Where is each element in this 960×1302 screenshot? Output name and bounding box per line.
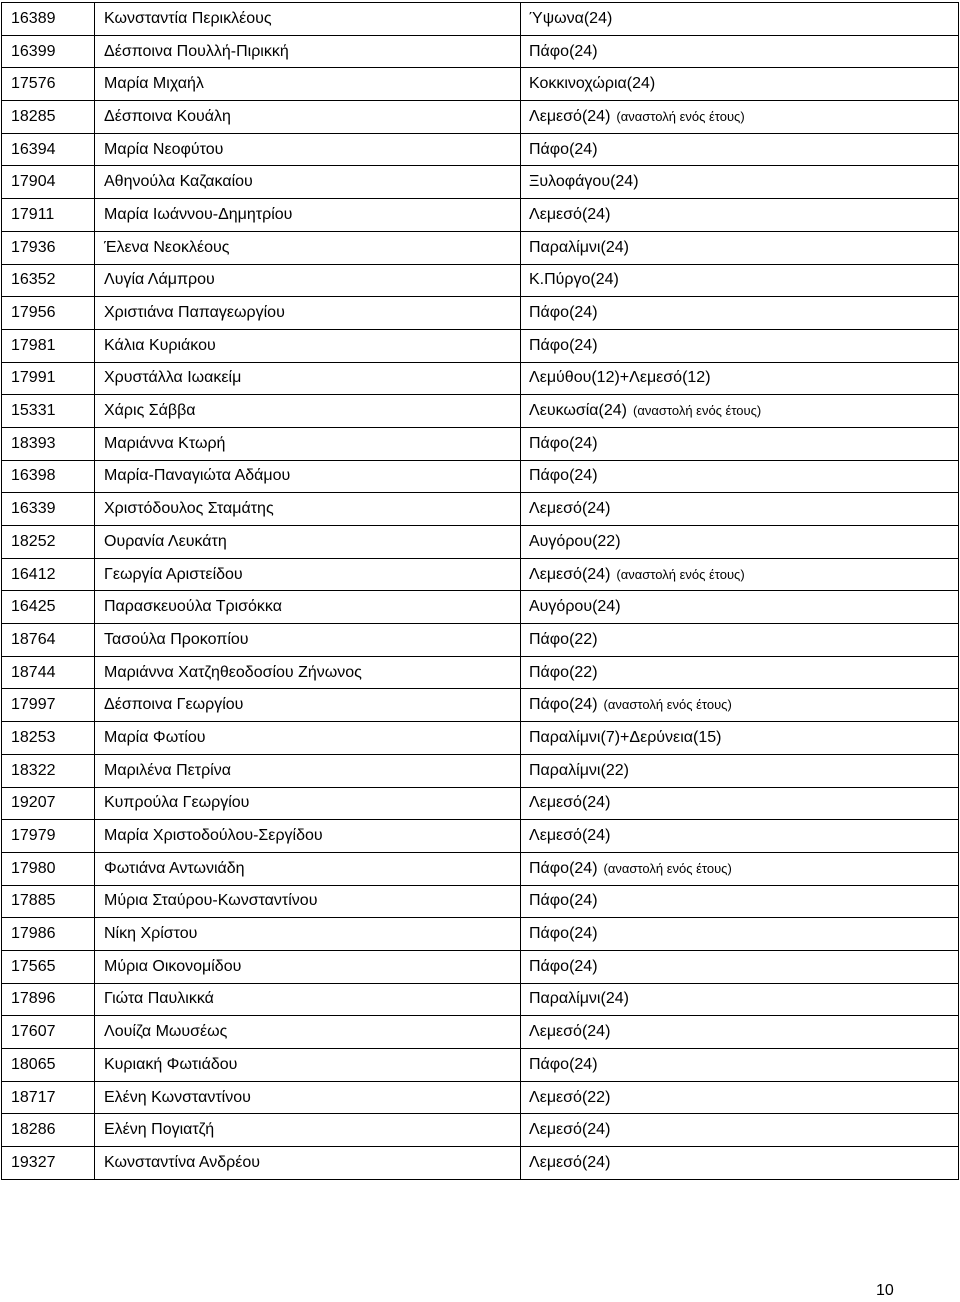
teacher-name-cell: Τασούλα Προκοπίου xyxy=(95,624,521,657)
teacher-name-cell: Κωνσταντία Περικλέους xyxy=(95,3,521,36)
placement-cell xyxy=(521,918,959,951)
registration-number-cell: 17896 xyxy=(2,983,95,1016)
placement-cell xyxy=(521,101,959,134)
teacher-name-cell: Ελένη Πογιατζή xyxy=(95,1114,521,1147)
placement-location: Παραλίμνι(24) xyxy=(529,990,629,1008)
registration-number-cell: 16352 xyxy=(2,264,95,297)
registration-number-cell: 18744 xyxy=(2,656,95,689)
placement-cell xyxy=(521,624,959,657)
placement-cell xyxy=(521,493,959,526)
teacher-name-cell: Δέσποινα Γεωργίου xyxy=(95,689,521,722)
teacher-name-cell: Κάλια Κυριάκου xyxy=(95,329,521,362)
placement-cell xyxy=(521,199,959,232)
placement-cell xyxy=(521,591,959,624)
placement-cell xyxy=(521,558,959,591)
registration-number-cell: 18065 xyxy=(2,1049,95,1082)
placement-location: Πάφο(24) xyxy=(529,42,598,60)
placement-location: Λεμεσό(24) xyxy=(529,500,611,518)
table-row xyxy=(2,689,959,722)
placement-cell xyxy=(521,1081,959,1114)
placement-location: Πάφο(24) xyxy=(529,304,598,322)
registration-number-cell: 17997 xyxy=(2,689,95,722)
teacher-name-cell: Γιώτα Παυλικκά xyxy=(95,983,521,1016)
registration-number-cell: 16425 xyxy=(2,591,95,624)
registration-number-cell: 17904 xyxy=(2,166,95,199)
table-row xyxy=(2,460,959,493)
table-row xyxy=(2,166,959,199)
suspension-note: (αναστολή ενός έτους) xyxy=(616,566,745,582)
registration-number-cell: 16412 xyxy=(2,558,95,591)
teacher-name-cell: Μαριάννα Κτωρή xyxy=(95,427,521,460)
table-row xyxy=(2,983,959,1016)
teacher-name-cell: Κυριακή Φωτιάδου xyxy=(95,1049,521,1082)
placement-location: Αυγόρου(22) xyxy=(529,532,621,550)
placement-location: Πάφο(24) xyxy=(529,925,598,943)
table-row xyxy=(2,852,959,885)
placement-location: Παραλίμνι(22) xyxy=(529,761,629,779)
table-row xyxy=(2,395,959,428)
teacher-name-cell: Έλενα Νεοκλέους xyxy=(95,231,521,264)
page-number: 10 xyxy=(876,1282,894,1299)
teacher-name-cell: Λουίζα Μωυσέως xyxy=(95,1016,521,1049)
teacher-name-cell: Μαρία Ιωάννου-Δημητρίου xyxy=(95,199,521,232)
registration-number-cell: 17980 xyxy=(2,852,95,885)
placement-cell xyxy=(521,722,959,755)
placement-location: Ξυλοφάγου(24) xyxy=(529,173,639,191)
placement-cell xyxy=(521,1114,959,1147)
registration-number-cell: 18393 xyxy=(2,427,95,460)
table-row xyxy=(2,427,959,460)
teacher-name-cell: Μαριλένα Πετρίνα xyxy=(95,754,521,787)
registration-number-cell: 17607 xyxy=(2,1016,95,1049)
table-row xyxy=(2,133,959,166)
registration-number-cell: 17911 xyxy=(2,199,95,232)
registration-number-cell: 19327 xyxy=(2,1147,95,1180)
placement-cell xyxy=(521,656,959,689)
placement-location: Πάφο(24) xyxy=(529,1055,598,1073)
placement-location: Πάφο(24) xyxy=(529,140,598,158)
registration-number-cell: 16389 xyxy=(2,3,95,36)
table-row xyxy=(2,3,959,36)
registration-number-cell: 18286 xyxy=(2,1114,95,1147)
registration-number-cell: 19207 xyxy=(2,787,95,820)
placement-cell xyxy=(521,329,959,362)
placement-cell xyxy=(521,526,959,559)
table-row xyxy=(2,754,959,787)
registration-number-cell: 17986 xyxy=(2,918,95,951)
teacher-name-cell: Χάρις Σάββα xyxy=(95,395,521,428)
placement-cell xyxy=(521,427,959,460)
placement-cell xyxy=(521,950,959,983)
table-row xyxy=(2,1114,959,1147)
placement-location: Λεμεσό(24) xyxy=(529,205,611,223)
placement-location: Κ.Πύργο(24) xyxy=(529,271,619,289)
table-row xyxy=(2,918,959,951)
teacher-name-cell: Γεωργία Αριστείδου xyxy=(95,558,521,591)
table-row xyxy=(2,1081,959,1114)
placement-location: Λεμύθου(12)+Λεμεσό(12) xyxy=(529,369,711,387)
registration-number-cell: 16399 xyxy=(2,35,95,68)
teacher-name-cell: Αθηνούλα Καζακαίου xyxy=(95,166,521,199)
table-row xyxy=(2,656,959,689)
suspension-note: (αναστολή ενός έτους) xyxy=(603,697,732,713)
placement-location: Πάφο(24) xyxy=(529,696,598,714)
table-row xyxy=(2,493,959,526)
teacher-name-cell: Μαρία Νεοφύτου xyxy=(95,133,521,166)
registration-number-cell: 18764 xyxy=(2,624,95,657)
table-row xyxy=(2,35,959,68)
teacher-name-cell: Ελένη Κωνσταντίνου xyxy=(95,1081,521,1114)
placement-location: Πάφο(24) xyxy=(529,434,598,452)
registration-number-cell: 17565 xyxy=(2,950,95,983)
placement-location: Λεμεσό(22) xyxy=(529,1088,611,1106)
placement-cell xyxy=(521,264,959,297)
suspension-note: (αναστολή ενός έτους) xyxy=(603,860,732,876)
teacher-name-cell: Χριστόδουλος Σταμάτης xyxy=(95,493,521,526)
teacher-name-cell: Παρασκευούλα Τρισόκκα xyxy=(95,591,521,624)
table-row xyxy=(2,362,959,395)
teacher-name-cell: Μύρια Σταύρου-Κωνσταντίνου xyxy=(95,885,521,918)
registration-number-cell: 17936 xyxy=(2,231,95,264)
teacher-name-cell: Δέσποινα Κουάλη xyxy=(95,101,521,134)
registration-number-cell: 15331 xyxy=(2,395,95,428)
placement-cell xyxy=(521,787,959,820)
table-row xyxy=(2,558,959,591)
placement-cell xyxy=(521,885,959,918)
placement-cell xyxy=(521,362,959,395)
teacher-name-cell: Χρυστάλλα Ιωακείμ xyxy=(95,362,521,395)
registration-number-cell: 17885 xyxy=(2,885,95,918)
registration-number-cell: 16398 xyxy=(2,460,95,493)
table-row xyxy=(2,1016,959,1049)
placement-cell xyxy=(521,35,959,68)
teacher-name-cell: Μαρία Μιχαήλ xyxy=(95,68,521,101)
table-row xyxy=(2,68,959,101)
teacher-name-cell: Λυγία Λάμπρου xyxy=(95,264,521,297)
placement-location: Λευκωσία(24) xyxy=(529,402,627,420)
table-row xyxy=(2,264,959,297)
placement-location: Ύψωνα(24) xyxy=(529,9,613,27)
placement-cell xyxy=(521,1147,959,1180)
table-row xyxy=(2,1049,959,1082)
placement-cell xyxy=(521,3,959,36)
placement-location: Πάφο(22) xyxy=(529,663,598,681)
teacher-name-cell: Νίκη Χρίστου xyxy=(95,918,521,951)
placement-location: Πάφο(24) xyxy=(529,859,598,877)
registration-number-cell: 17991 xyxy=(2,362,95,395)
placement-location: Λεμεσό(24) xyxy=(529,565,611,583)
teacher-name-cell: Δέσποινα Πουλλή-Πιρικκή xyxy=(95,35,521,68)
registration-number-cell: 16339 xyxy=(2,493,95,526)
teacher-name-cell: Φωτιάνα Αντωνιάδη xyxy=(95,852,521,885)
registration-number-cell: 17956 xyxy=(2,297,95,330)
placement-location: Λεμεσό(24) xyxy=(529,1121,611,1139)
placement-location: Παραλίμνι(7)+Δερύνεια(15) xyxy=(529,728,722,746)
teacher-name-cell: Κωνσταντίνα Ανδρέου xyxy=(95,1147,521,1180)
teacher-name-cell: Μαρία Φωτίου xyxy=(95,722,521,755)
placement-location: Λεμεσό(24) xyxy=(529,1153,611,1171)
placement-location: Λεμεσό(24) xyxy=(529,827,611,845)
placement-cell xyxy=(521,460,959,493)
placement-cell xyxy=(521,754,959,787)
placement-location: Πάφο(22) xyxy=(529,630,598,648)
teacher-name-cell: Μαριάννα Χατζηθεοδοσίου Ζήνωνος xyxy=(95,656,521,689)
registration-number-cell: 18717 xyxy=(2,1081,95,1114)
table-row xyxy=(2,526,959,559)
suspension-note: (αναστολή ενός έτους) xyxy=(616,108,745,124)
teacher-name-cell: Μαρία-Παναγιώτα Αδάμου xyxy=(95,460,521,493)
registration-number-cell: 18322 xyxy=(2,754,95,787)
placement-location: Αυγόρου(24) xyxy=(529,598,621,616)
table-row xyxy=(2,950,959,983)
placement-cell xyxy=(521,1016,959,1049)
teacher-name-cell: Χριστιάνα Παπαγεωργίου xyxy=(95,297,521,330)
placement-location: Λεμεσό(24) xyxy=(529,1023,611,1041)
placement-location: Λεμεσό(24) xyxy=(529,794,611,812)
appointments-table-body xyxy=(2,3,959,1180)
registration-number-cell: 18253 xyxy=(2,722,95,755)
table-row xyxy=(2,101,959,134)
table-row xyxy=(2,820,959,853)
table-row xyxy=(2,624,959,657)
suspension-note: (αναστολή ενός έτους) xyxy=(633,403,762,419)
teacher-name-cell: Μαρία Χριστοδούλου-Σεργίδου xyxy=(95,820,521,853)
registration-number-cell: 17981 xyxy=(2,329,95,362)
registration-number-cell: 16394 xyxy=(2,133,95,166)
placement-cell xyxy=(521,395,959,428)
placement-location: Πάφο(24) xyxy=(529,336,598,354)
placement-location: Κοκκινοχώρια(24) xyxy=(529,75,656,93)
placement-cell xyxy=(521,68,959,101)
teacher-name-cell: Μύρια Οικονομίδου xyxy=(95,950,521,983)
placement-cell xyxy=(521,689,959,722)
placement-location: Πάφο(24) xyxy=(529,467,598,485)
table-row xyxy=(2,199,959,232)
table-row xyxy=(2,231,959,264)
table-row xyxy=(2,591,959,624)
placement-cell xyxy=(521,231,959,264)
teacher-name-cell: Κυπρούλα Γεωργίου xyxy=(95,787,521,820)
placement-location: Παραλίμνι(24) xyxy=(529,238,629,256)
placement-cell xyxy=(521,1049,959,1082)
placement-cell xyxy=(521,820,959,853)
registration-number-cell: 17576 xyxy=(2,68,95,101)
table-row xyxy=(2,297,959,330)
placement-cell xyxy=(521,983,959,1016)
placement-location: Λεμεσό(24) xyxy=(529,107,611,125)
placement-cell xyxy=(521,133,959,166)
placement-cell xyxy=(521,852,959,885)
table-row xyxy=(2,722,959,755)
placement-cell xyxy=(521,166,959,199)
placement-cell xyxy=(521,297,959,330)
table-row xyxy=(2,885,959,918)
table-row xyxy=(2,787,959,820)
appointments-table xyxy=(1,2,959,1180)
registration-number-cell: 18285 xyxy=(2,101,95,134)
registration-number-cell: 18252 xyxy=(2,526,95,559)
placement-location: Πάφο(24) xyxy=(529,957,598,975)
registration-number-cell: 17979 xyxy=(2,820,95,853)
table-row xyxy=(2,329,959,362)
table-row xyxy=(2,1147,959,1180)
teacher-name-cell: Ουρανία Λευκάτη xyxy=(95,526,521,559)
placement-location: Πάφο(24) xyxy=(529,892,598,910)
